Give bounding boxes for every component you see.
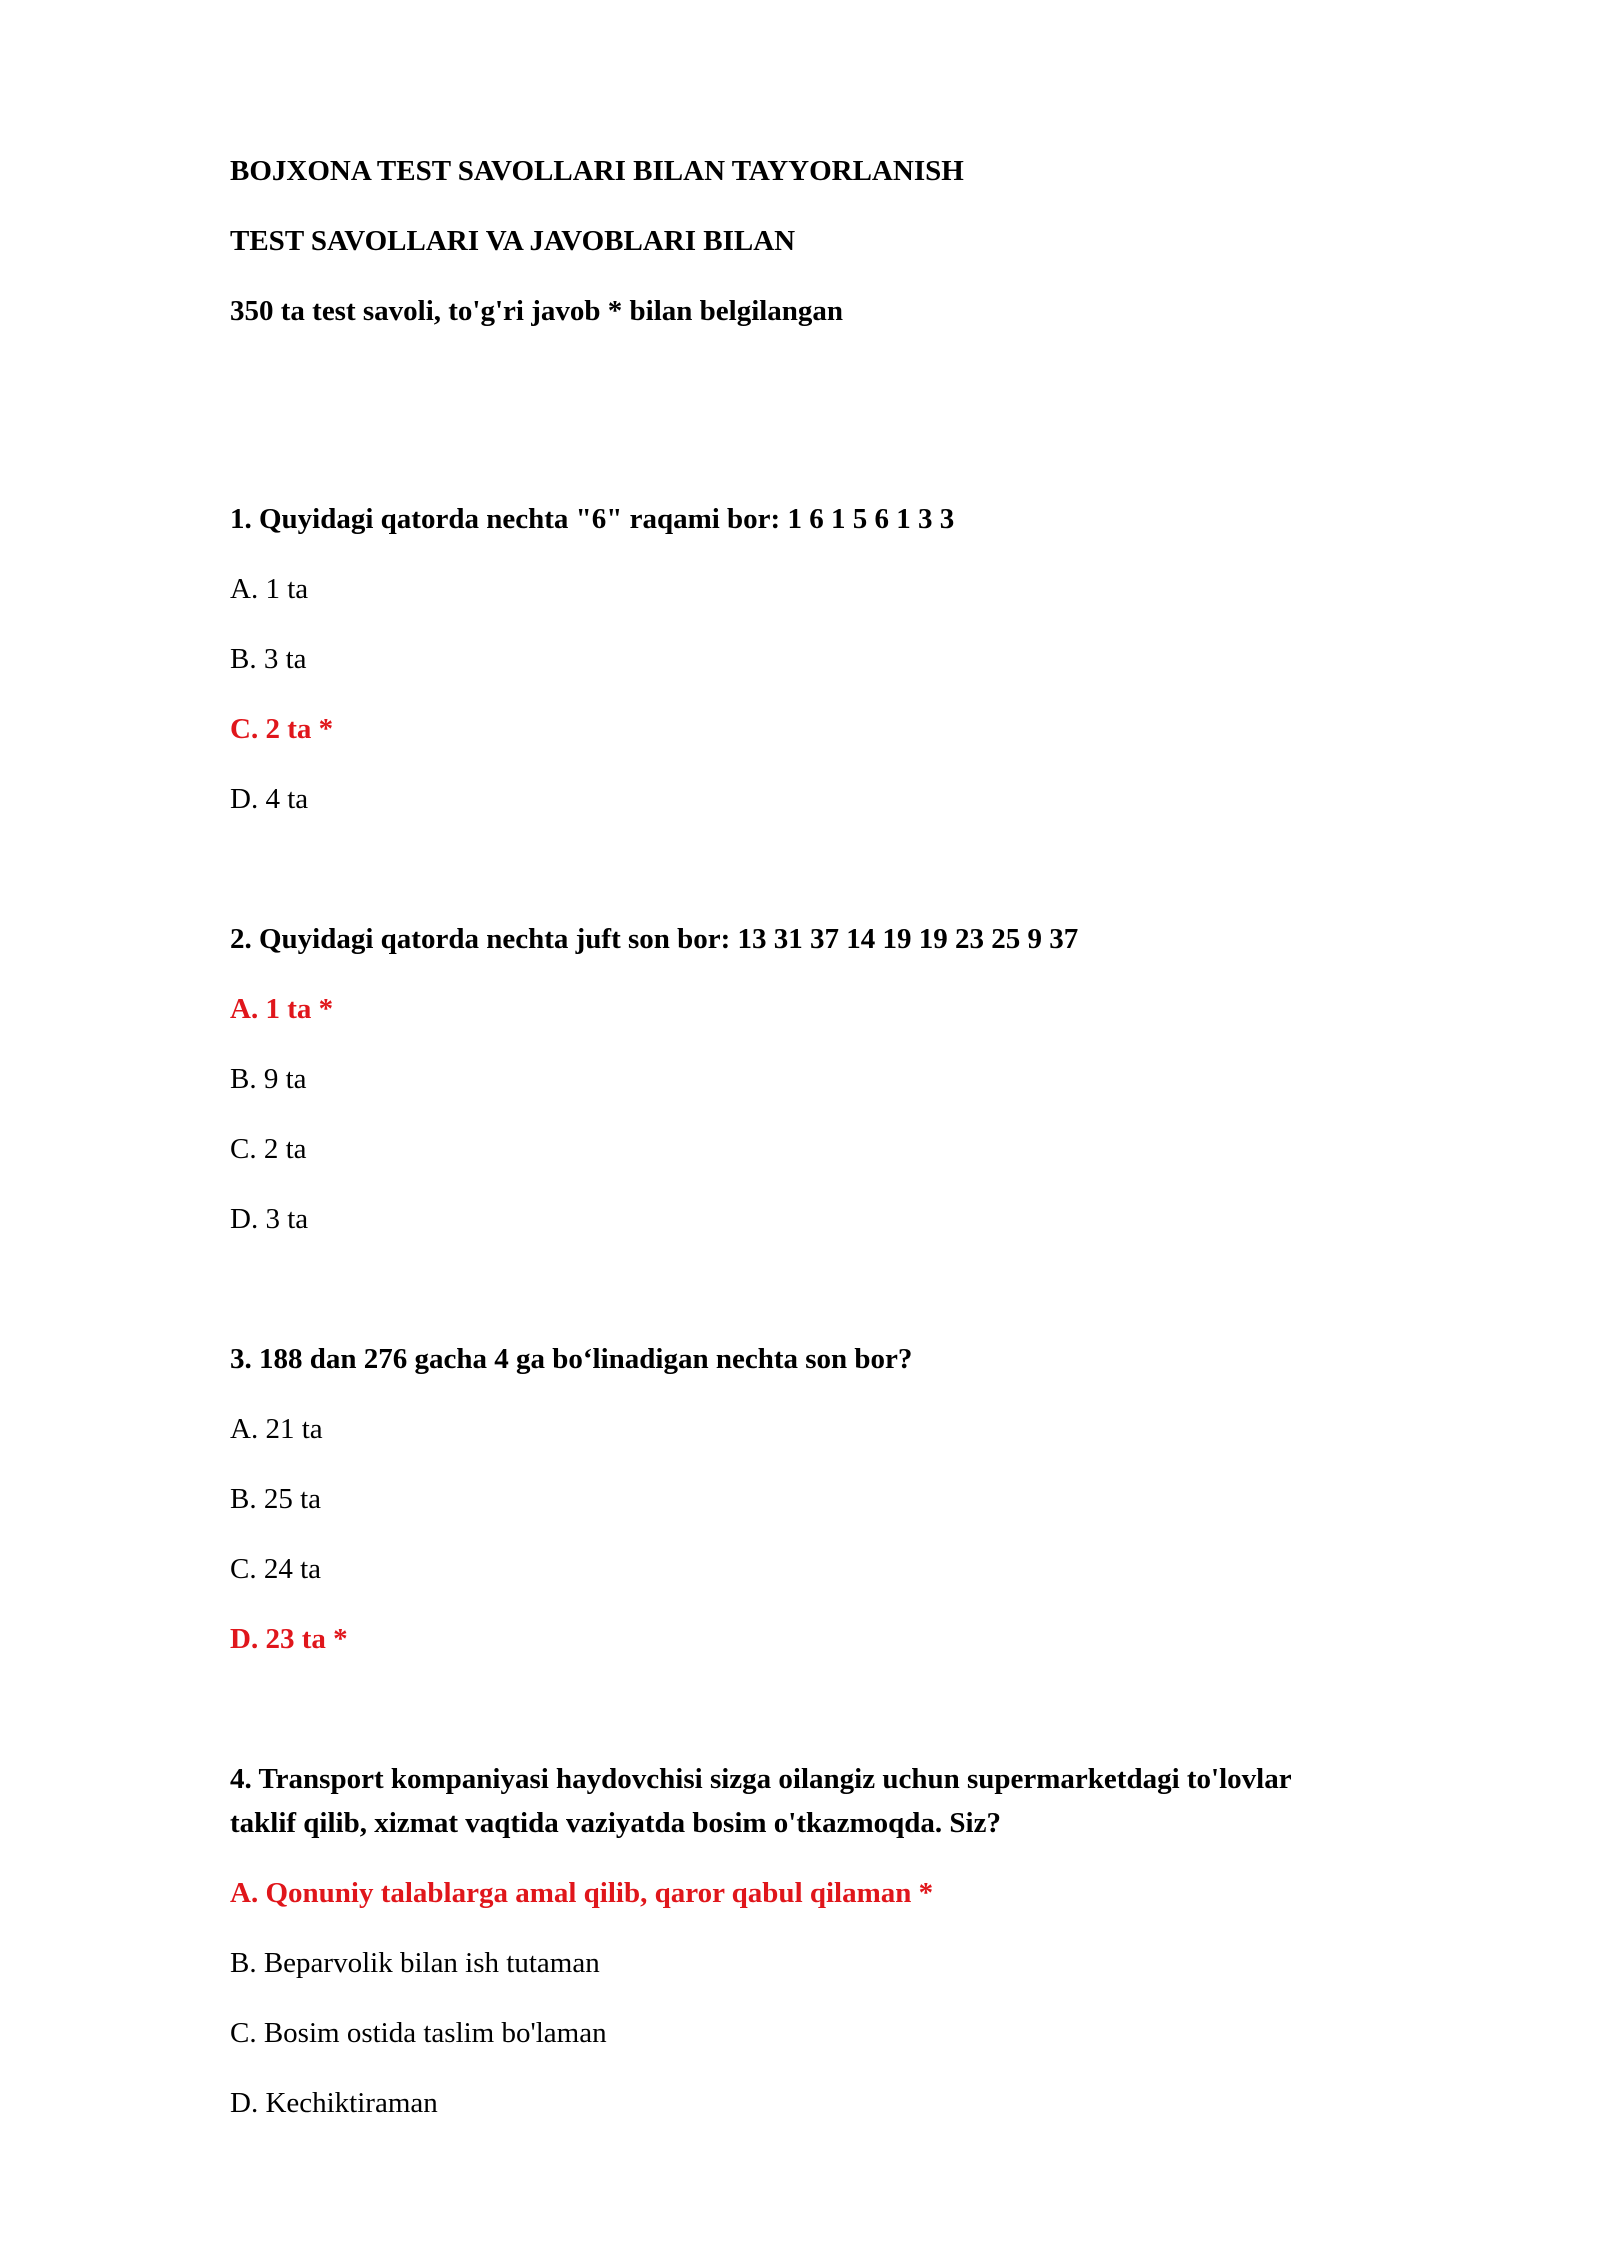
question-1-text: 1. Quyidagi qatorda nechta "6" raqami bor: 1 6 1 5 6 1 3 3: [230, 503, 955, 535]
question-3-option-a: A. 21 ta: [230, 1413, 323, 1445]
question-4-text-line-2: taklif qilib, xizmat vaqtida vaziyatda bosim o'tkazmoqda. Siz?: [230, 1807, 1001, 1839]
question-1-option-b: B. 3 ta: [230, 643, 307, 675]
question-2-option-d: D. 3 ta: [230, 1203, 309, 1235]
document-subtitle: TEST SAVOLLARI VA JAVOBLARI BILAN: [230, 225, 796, 257]
question-1-option-d: D. 4 ta: [230, 783, 309, 815]
question-4-option-d: D. Kechiktiraman: [230, 2087, 438, 2119]
question-3-option-b: B. 25 ta: [230, 1483, 322, 1515]
question-3-option-d-correct: D. 23 ta *: [230, 1623, 348, 1655]
question-4-option-b: B. Beparvolik bilan ish tutaman: [230, 1947, 600, 1979]
question-4-text-line-1: 4. Transport kompaniyasi haydovchisi sizga oilangiz uchun supermarketdagi to'lovlar: [230, 1763, 1292, 1795]
question-2-option-b: B. 9 ta: [230, 1063, 307, 1095]
question-1-option-c-correct: C. 2 ta *: [230, 713, 334, 745]
question-1-option-a: A. 1 ta: [230, 573, 309, 605]
question-4-option-a-correct: A. Qonuniy talablarga amal qilib, qaror qabul qilaman *: [230, 1877, 934, 1909]
document-title: BOJXONA TEST SAVOLLARI BILAN TAYYORLANISH: [230, 155, 964, 187]
question-4-option-c: C. Bosim ostida taslim bo'laman: [230, 2017, 607, 2049]
question-2-option-c: C. 2 ta: [230, 1133, 307, 1165]
question-2-option-a-correct: A. 1 ta *: [230, 993, 334, 1025]
question-3-text: 3. 188 dan 276 gacha 4 ga bo‘linadigan nechta son bor?: [230, 1343, 913, 1375]
question-2-text: 2. Quyidagi qatorda nechta juft son bor: 13 31 37 14 19 19 23 25 9 37: [230, 923, 1079, 955]
question-3-option-c: C. 24 ta: [230, 1553, 322, 1585]
document-note: 350 ta test savoli, to'g'ri javob * bilan belgilangan: [230, 295, 844, 327]
